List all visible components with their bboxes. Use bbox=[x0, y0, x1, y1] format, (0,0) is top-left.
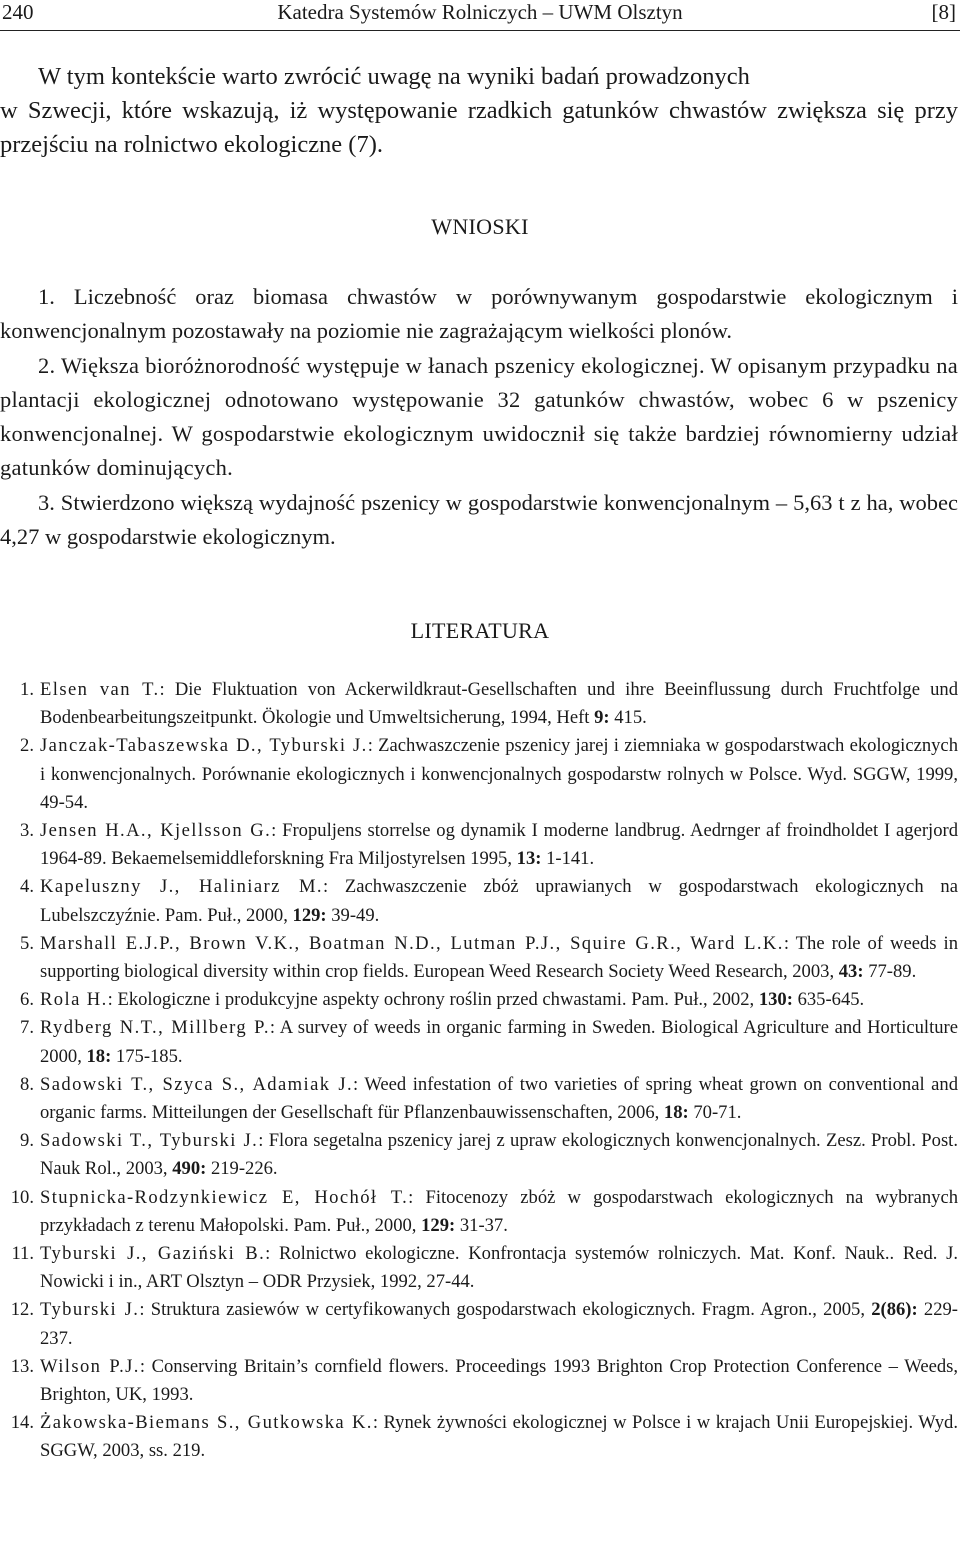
reference-item bbox=[0, 1353, 958, 1409]
reference-volume: 490: bbox=[172, 1158, 207, 1180]
reference-number: 6. bbox=[20, 989, 34, 1011]
reference-pages: 415. bbox=[609, 707, 647, 729]
reference-volume: 13: bbox=[516, 848, 542, 870]
reference-volume: 129: bbox=[421, 1214, 456, 1236]
reference-item bbox=[0, 1296, 958, 1352]
reference-number: 9. bbox=[20, 1130, 34, 1152]
issue-number: [8] bbox=[931, 0, 956, 24]
reference-text: : Flora segetalna pszenicy jarej z upraw ekologicznych konwencjonalnych. Zesz. Probl. Post. Nauk Rol., 2003, bbox=[40, 1130, 958, 1180]
reference-authors: Wilson P.J. bbox=[40, 1355, 140, 1377]
reference-pages: 229-237. bbox=[40, 1299, 958, 1349]
reference-text: : Weed infestation of two varieties of spring wheat grown on conventional and organic farms. Mitteilungen der Gesellschaft für Pflanzenbauwissenschaften, 2006, bbox=[40, 1073, 958, 1124]
reference-number: 8. bbox=[20, 1073, 34, 1095]
running-title: Katedra Systemów Rolniczych – UWM Olsztyn bbox=[277, 0, 683, 24]
reference-item bbox=[0, 1409, 958, 1465]
reference-item bbox=[0, 1240, 958, 1296]
reference-text: : Zachwaszczenie pszenicy jarej i ziemniaka w gospodarstwach ekologicznych i konwencjonalnych. Porównanie ekologicznych i konwencjonalnych gospodarstw rolnych w Polsce. Wyd. SGGW, 1999, 49-54. bbox=[40, 735, 958, 813]
reference-number: 13. bbox=[10, 1355, 34, 1377]
reference-volume: 2(86): bbox=[871, 1299, 918, 1321]
reference-item bbox=[0, 817, 958, 873]
reference-number: 5. bbox=[20, 932, 34, 954]
reference-volume: 129: bbox=[292, 904, 327, 926]
reference-authors: Stupnicka-Rodzynkiewicz E, Hochół T. bbox=[40, 1186, 409, 1208]
reference-list bbox=[0, 676, 958, 1466]
reference-number: 1. bbox=[20, 679, 34, 700]
reference-pages: 77-89. bbox=[863, 961, 917, 983]
reference-text: : Ekologiczne i produkcyjne aspekty ochrony roślin przed chwastami. Pam. Puł., 2002, bbox=[107, 989, 759, 1011]
reference-authors: Sadowski T., Szyca S., Adamiak J. bbox=[40, 1073, 354, 1095]
reference-authors: Rola H. bbox=[40, 989, 108, 1011]
reference-pages: 1-141. bbox=[541, 848, 595, 870]
reference-item bbox=[0, 873, 958, 929]
reference-number: 3. bbox=[20, 820, 34, 842]
reference-number: 7. bbox=[20, 1017, 34, 1039]
reference-text: : Struktura zasiewów w certyfikowanych gospodarstwach ekologicznych. Fragm. Agron., 2005, bbox=[139, 1299, 872, 1321]
reference-authors: Rydberg N.T., Millberg P. bbox=[40, 1017, 270, 1039]
reference-pages: 635-645. bbox=[792, 989, 865, 1011]
reference-authors: Janczak-Tabaszewska D., Tyburski J. bbox=[40, 735, 368, 757]
reference-number: 10. bbox=[10, 1186, 34, 1208]
reference-pages: 219-226. bbox=[206, 1158, 278, 1180]
reference-item bbox=[0, 1014, 958, 1070]
reference-text: : The role of weeds in supporting biological diversity within crop fields. European Weed Research Society Weed Research, 2003, bbox=[40, 932, 958, 983]
conclusion-3: 3. Stwierdzono większą wydajność pszenicy w gospodarstwie konwencjonalnym – 5,63 t z ha, wobec 4,27 w gospodarstwie ekologicznym. bbox=[0, 489, 958, 550]
reference-item bbox=[0, 930, 958, 986]
reference-number: 4. bbox=[20, 876, 34, 898]
reference-item bbox=[0, 732, 958, 817]
reference-text: : A survey of weeds in organic farming in Sweden. Biological Agriculture and Horticulture 2000, bbox=[40, 1017, 958, 1067]
intro-paragraph bbox=[0, 60, 958, 162]
reference-text: : Fropuljens storrelse og dynamik I moderne landbrug. Aedrnger af froindholdet I agerjord 1964-89. Bekaemelsemiddleforskning Fra Miljostyrelsen 1995, bbox=[40, 820, 959, 870]
reference-authors: Sadowski T., Tyburski J. bbox=[40, 1130, 259, 1152]
conclusions-body bbox=[0, 280, 958, 554]
reference-authors: Kapeluszny J., Haliniarz M. bbox=[40, 876, 323, 898]
reference-authors: Tyburski J., Gaziński B. bbox=[40, 1243, 266, 1265]
reference-text: : Fitocenozy zbóż w gospodarstwach ekologicznych na wybranych przykładach z terenu Małopolski. Pam. Puł., 2000, bbox=[40, 1186, 959, 1236]
reference-number: 2. bbox=[20, 735, 34, 757]
intro-first-line: W tym kontekście warto zwrócić uwagę na wyniki badań prowadzonych bbox=[38, 63, 750, 90]
reference-text: : Rynek żywności ekologicznej w Polsce i w krajach Unii Europejskiej. Wyd. SGGW, 2003, ss. 219. bbox=[40, 1412, 958, 1462]
page-number: 240 bbox=[2, 0, 34, 24]
reference-item bbox=[0, 1184, 958, 1240]
reference-pages: 39-49. bbox=[326, 904, 380, 926]
intro-rest: w Szwecji, które wskazują, iż występowanie rzadkich gatunków chwastów zwiększa się przy przejściu na rolnictwo ekologiczne (7). bbox=[0, 97, 958, 158]
conclusion-1: 1. Liczebność oraz biomasa chwastów w porównywanym gospodarstwie ekologicznym i konwencjonalnym pozostawały na poziomie nie zagrażającym wielkości plonów. bbox=[0, 284, 958, 344]
reference-text: : Die Fluktuation von Ackerwildkraut-Gesellschaften und ihre Beeinflussung durch Fruchtfolge und Bodenbearbeitungszeitpunkt. Ökologie und Umweltsicherung, 1994, Heft bbox=[40, 679, 959, 729]
reference-number: 12. bbox=[10, 1299, 34, 1321]
reference-authors: Żakowska-Biemans S., Gutkowska K. bbox=[40, 1412, 373, 1434]
reference-authors: Marshall E.J.P., Brown V.K., Boatman N.D., Lutman P.J., Squire G.R., Ward L.K. bbox=[40, 932, 784, 954]
reference-item bbox=[0, 676, 958, 732]
reference-text: : Zachwaszczenie zbóż uprawianych w gospodarstwach ekologicznych na Lubelszczyźnie. Pam. Puł., 2000, bbox=[40, 876, 958, 926]
reference-volume: 43: bbox=[838, 961, 864, 983]
reference-volume: 18: bbox=[86, 1045, 112, 1067]
running-header bbox=[0, 0, 960, 31]
reference-volume: 18: bbox=[663, 1102, 689, 1124]
reference-text: : Conserving Britain’s cornfield flowers. Proceedings 1993 Brighton Crop Protection Conference – Weeds, Brighton, UK, 1993. bbox=[40, 1355, 959, 1406]
conclusion-2: 2. Większa bioróżnorodność występuje w łanach pszenicy ekologicznej. W opisanym przypadku na plantacji ekologicznej odnotowano występowanie 32 gatunków chwastów, wobec 6 w pszenicy konwencjonalnej. W gospodarstwie ekologicznym uwidocznił się także bardziej równomierny udział gatunków dominujących. bbox=[0, 352, 958, 481]
reference-volume: 130: bbox=[758, 989, 793, 1011]
reference-item bbox=[0, 1071, 958, 1127]
reference-number: 14. bbox=[10, 1412, 34, 1434]
reference-item bbox=[0, 1127, 958, 1183]
reference-authors: Tyburski J. bbox=[40, 1299, 140, 1321]
reference-pages: 175-185. bbox=[111, 1045, 183, 1067]
reference-item bbox=[0, 986, 958, 1014]
reference-authors: Elsen van T. bbox=[40, 679, 160, 700]
reference-pages: 31-37. bbox=[455, 1214, 508, 1236]
reference-text: : Rolnictwo ekologiczne. Konfrontacja systemów rolniczych. Mat. Konf. Nauk.. Red. J. Nowicki i in., ART Olsztyn – ODR Przysiek, 1992, 27-44. bbox=[40, 1243, 958, 1293]
reference-authors: Jensen H.A., Kjellsson G. bbox=[40, 820, 272, 842]
literature-heading: LITERATURA bbox=[410, 618, 550, 643]
reference-number: 11. bbox=[11, 1243, 34, 1265]
reference-volume: 9: bbox=[594, 707, 610, 729]
reference-pages: 70-71. bbox=[688, 1102, 742, 1124]
conclusions-heading: WNIOSKI bbox=[431, 214, 529, 239]
